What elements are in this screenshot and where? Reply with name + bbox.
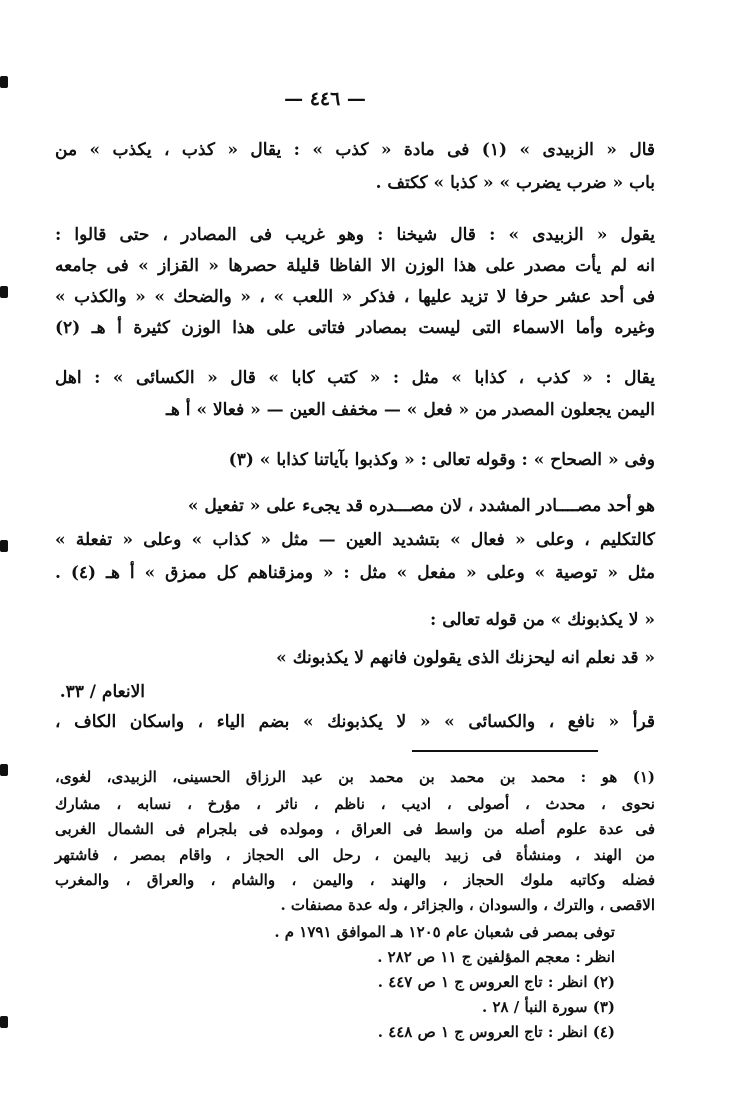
body-line: اليمن يجعلون المصدر من « فعل » — مخفف العين — « فعالا » أ هـ <box>165 400 655 420</box>
scan-margin-mark <box>0 76 8 88</box>
footnote-line: من الهند ، ومنشأة فى زبيد باليمن ، رحل الى الحجاز ، واقام بمصر ، فاشتهر <box>55 846 655 864</box>
body-line: باب « ضرب يضرب » « كذبا » ككتف . <box>375 173 655 193</box>
footnote-line: توفى بمصر فى شعبان عام ١٢٠٥ هـ الموافق ١٧٩١ م . <box>274 923 615 941</box>
footnote-line: (٤) انظر : تاج العروس ج ١ ص ٤٤٨ . <box>377 1023 615 1041</box>
footnote-line: فى عدة علوم أصله من واسط فى العراق ، ومولده فى بلجرام فى الشمال الغربى <box>55 820 655 838</box>
body-line: وغيره وأما الاسماء التى ليست بمصادر فتاتى على هذا الوزن كثيرة أ هـ (٢) <box>55 318 655 338</box>
footnote-line: انظر : معجم المؤلفين ج ١١ ص ٢٨٢ . <box>377 948 615 966</box>
body-line: قرأ « نافع ، والكسائى » « لا يكذبونك » بضم الياء ، واسكان الكاف ، <box>55 712 655 732</box>
footnote-line: (٣) سورة النبأ / ٢٨ . <box>482 998 615 1016</box>
body-line: يقال : « كذب ، كذابا » مثل : « كتب كابا » قال « الكسائى » : اهل <box>55 368 655 388</box>
page-number: — ٤٤٦ — <box>284 88 366 110</box>
body-line: وفى « الصحاح » : وقوله تعالى : « وكذبوا بآياتنا كذابا » (٣) <box>228 450 655 470</box>
body-line: قال « الزبيدى » (١) فى مادة « كذب » : يقال « كذب ، يكذب » من <box>55 140 655 160</box>
body-line: الانعام / ٣٣. <box>59 682 145 702</box>
scan-margin-mark <box>0 764 8 776</box>
body-line: مثل « توصية » وعلى « مفعل » مثل : « ومزقناهم كل ممزق » أ هـ (٤) . <box>55 563 655 583</box>
footnote-line: (١) هو : محمد بن محمد بن محمد بن عبد الرزاق الحسينى، الزبيدى، لغوى، <box>55 768 655 786</box>
footnote-divider <box>412 750 598 752</box>
footnote-line: الاقصى ، والترك ، والسودان ، والجزائر ، وله عدة مصنفات . <box>280 896 655 914</box>
body-line: « لا يكذبونك » من قوله تعالى : <box>430 610 655 630</box>
body-line: كالتكليم ، وعلى « فعال » بتشديد العين — مثل « كذاب » وعلى « تفعلة » <box>55 530 655 550</box>
body-line: يقول « الزبيدى » : قال شيخنا : وهو غريب فى المصادر ، حتى قالوا : <box>55 225 655 245</box>
footnote-line: (٢) انظر : تاج العروس ج ١ ص ٤٤٧ . <box>377 973 615 991</box>
scan-margin-mark <box>0 286 8 298</box>
body-line: هو أحد مصــــادر المشدد ، لان مصـــدره قد يجىء على « تفعيل » <box>187 496 655 516</box>
body-line: « قد نعلم انه ليحزنك الذى يقولون فانهم لا يكذبونك » <box>276 648 655 668</box>
body-line: انه لم يأت مصدر على هذا الوزن الا الفاظا قليلة حصرها « القزاز » فى جامعه <box>55 256 655 276</box>
scan-margin-mark <box>0 540 8 552</box>
body-line: فى أحد عشر حرفا لا تزيد عليها ، فذكر « اللعب » ، « والضحك » « والكذب » <box>55 287 655 307</box>
footnote-line: فضله وكاتبه ملوك الحجاز ، والهند ، واليمن ، والشام ، والعراق ، والمغرب <box>55 871 655 889</box>
scan-margin-mark <box>0 1016 8 1028</box>
footnote-line: نحوى ، محدث ، أصولى ، اديب ، ناظم ، ناثر ، مؤرخ ، نسابه ، مشارك <box>55 795 655 813</box>
